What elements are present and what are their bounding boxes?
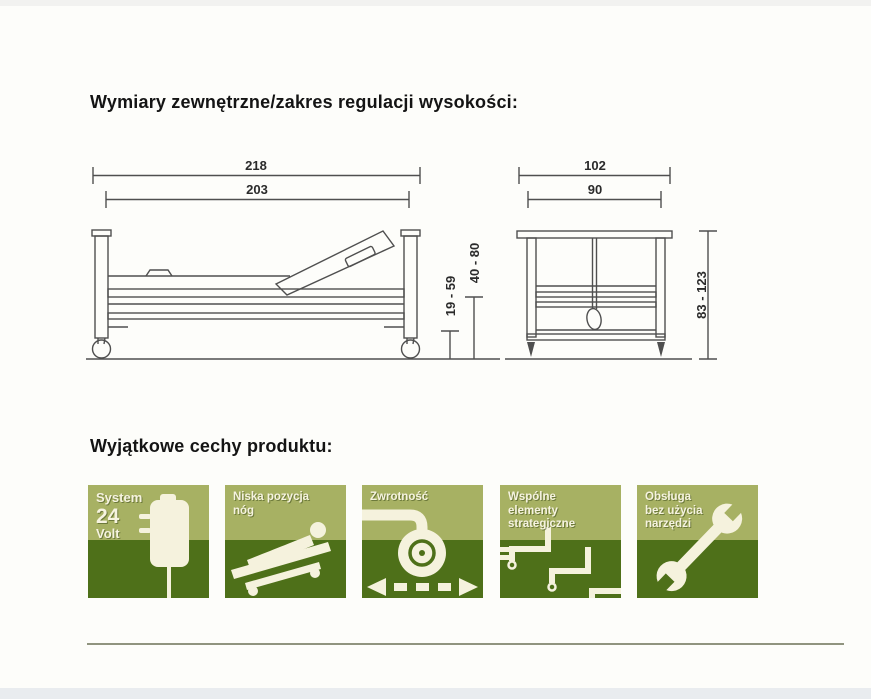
top-edge-strip [0,0,871,6]
bed-dimension-drawing [80,150,730,380]
feature-tile-niska-pozycja-nog [225,485,346,598]
feature-tile-label: Niska pozycja nóg [233,491,310,517]
bed-side-view-drawing [86,158,500,359]
dim-label-platform-height-range: 40 - 80 [467,242,482,284]
section-title-dimensions: Wymiary zewnętrzne/zakres regulacji wysokości: [90,92,519,112]
dim-label-outer-width: 102 [584,158,606,173]
dim-label-height-range: 83 - 123 [694,271,709,319]
dim-label-outer-length: 218 [245,158,267,173]
bottom-edge-strip [0,688,871,699]
section-title-features: Wyjątkowe cechy produktu: [90,436,333,456]
feature-tile-label: Obsługa bez użycia narzędzi [645,491,703,531]
dim-label-frame-height-range: 19 - 59 [443,275,458,317]
feature-tile-obsluga-bez-narzedzi [637,485,758,598]
dim-label-mattress-length: 203 [246,182,268,197]
feature-tile-label: Zwrotność [370,491,429,503]
dim-label-mattress-width: 90 [587,182,603,197]
feature-tile-system-24-volt [88,485,209,598]
bottom-divider-line [87,643,844,645]
feature-tile-label: System 24 Volt [96,490,143,542]
feature-tile-wspolne-elementy [500,485,621,598]
feature-tile-zwrotnosc [362,485,483,598]
feature-tile-label: Wspólne elementy strategiczne [508,491,576,531]
bed-end-view-drawing [505,158,717,359]
